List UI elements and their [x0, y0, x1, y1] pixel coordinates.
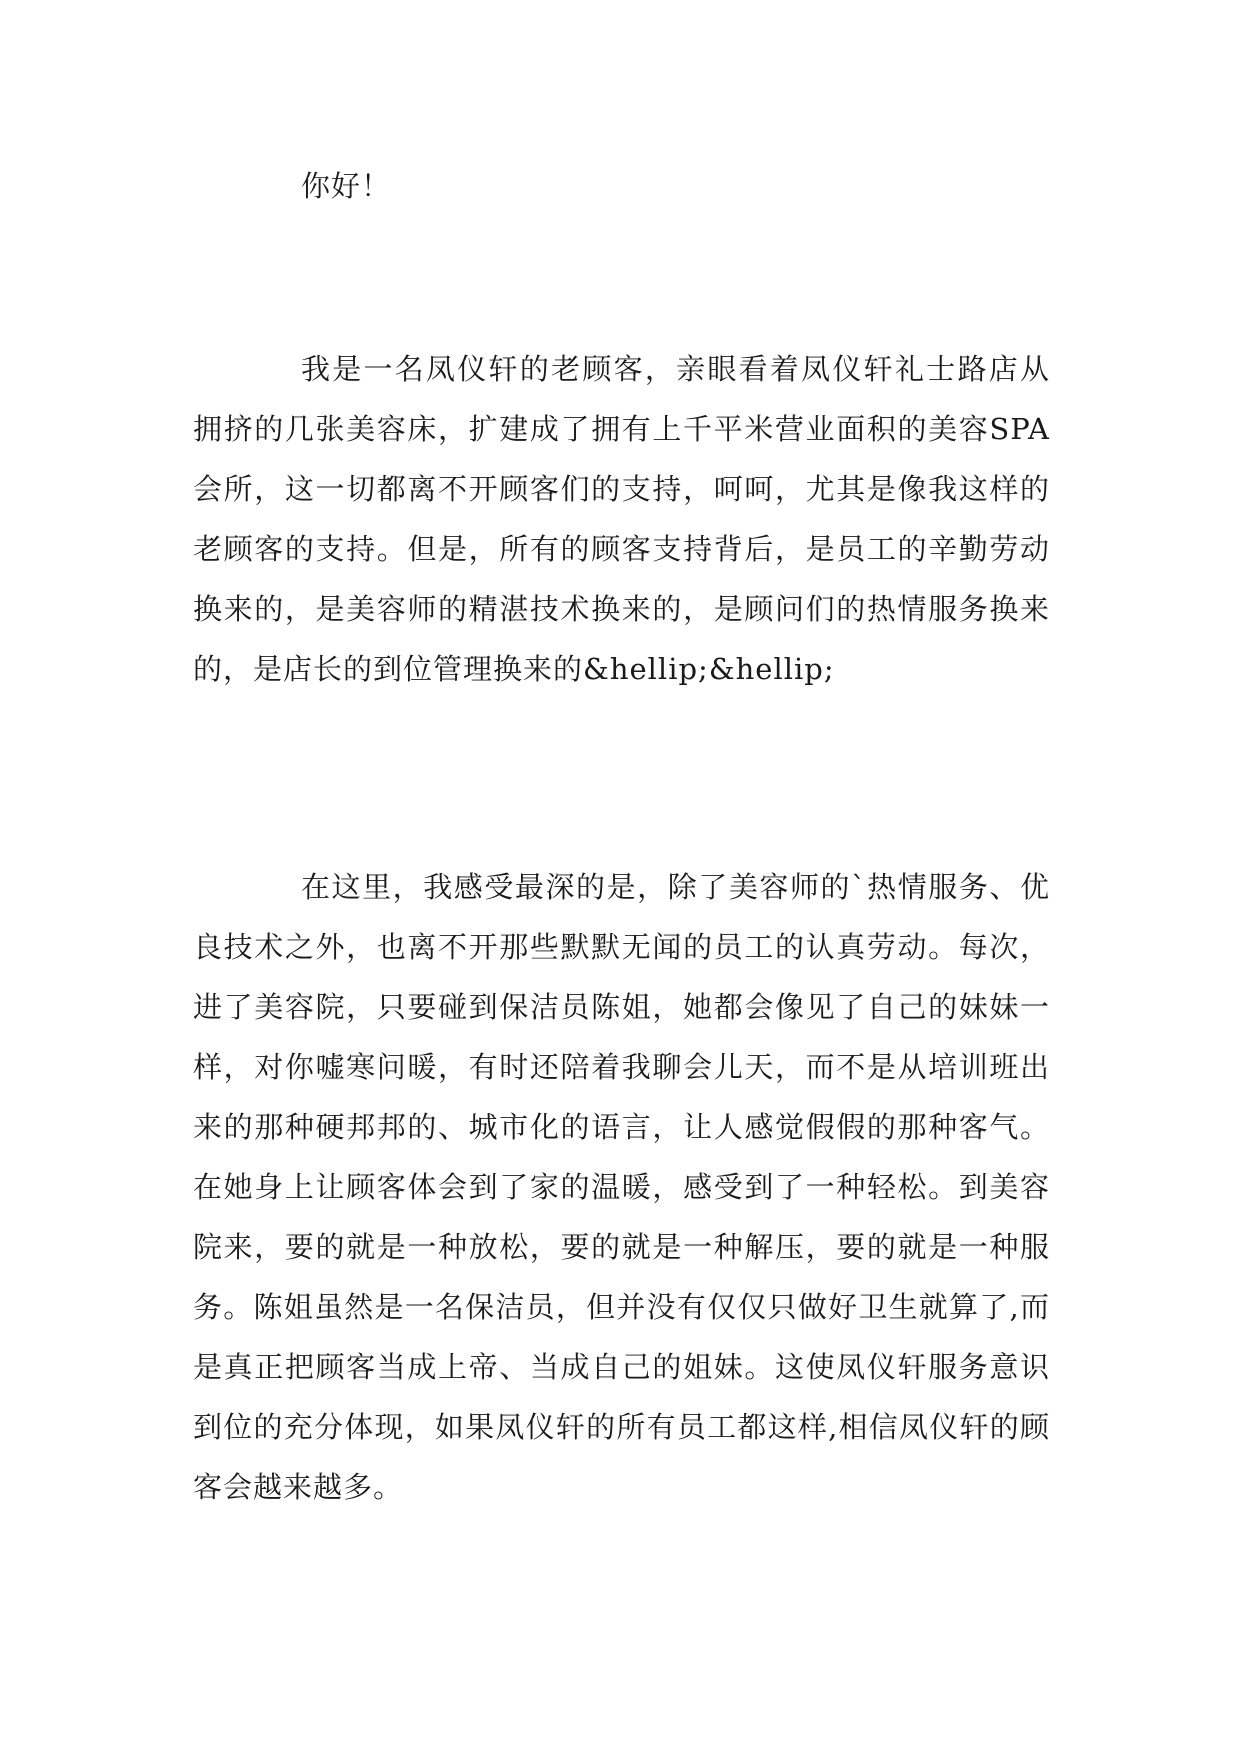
paragraph-2: 在这里，我感受最深的是，除了美容师的`热情服务、优良技术之外，也离不开那些默默无闻的员工的认真劳动。每次，进了美容院，只要碰到保洁员陈姐，她都会像见了自己的妹妹一样，对你嘘寒问暖，有时还陪着我聊会儿天，而不是从培训班出来的那种硬邦邦的、城市化的语言，让人感觉假假的那种客气。在她身上让顾客体会到了家的温暖，感受到了一种轻松。到美容院来，要的就是一种放松，要的就是一种解压，要的就是一种服务。陈姐虽然是一名保洁员，但并没有仅仅只做好卫生就算了,而是真正把顾客当成上帝、当成自己的姐妹。这使凤仪轩服务意识到位的充分体现，如果凤仪轩的所有员工都这样,相信凤仪轩的顾客会越来越多。 — [193, 870, 1050, 1504]
paragraph-1: 我是一名凤仪轩的老顾客，亲眼看着凤仪轩礼士路店从拥挤的几张美容床，扩建成了拥有上千平米营业面积的美容SPA会所，这一切都离不开顾客们的支持，呵呵，尤其是像我这样的老顾客的支持。但是，所有的顾客支持背后，是员工的辛勤劳动换来的，是美容师的精湛技术换来的，是顾问们的热情服务换来的，是店长的到位管理换来的&hellip;&hellip; — [193, 352, 1050, 686]
greeting-line: 你好！ — [301, 169, 392, 203]
